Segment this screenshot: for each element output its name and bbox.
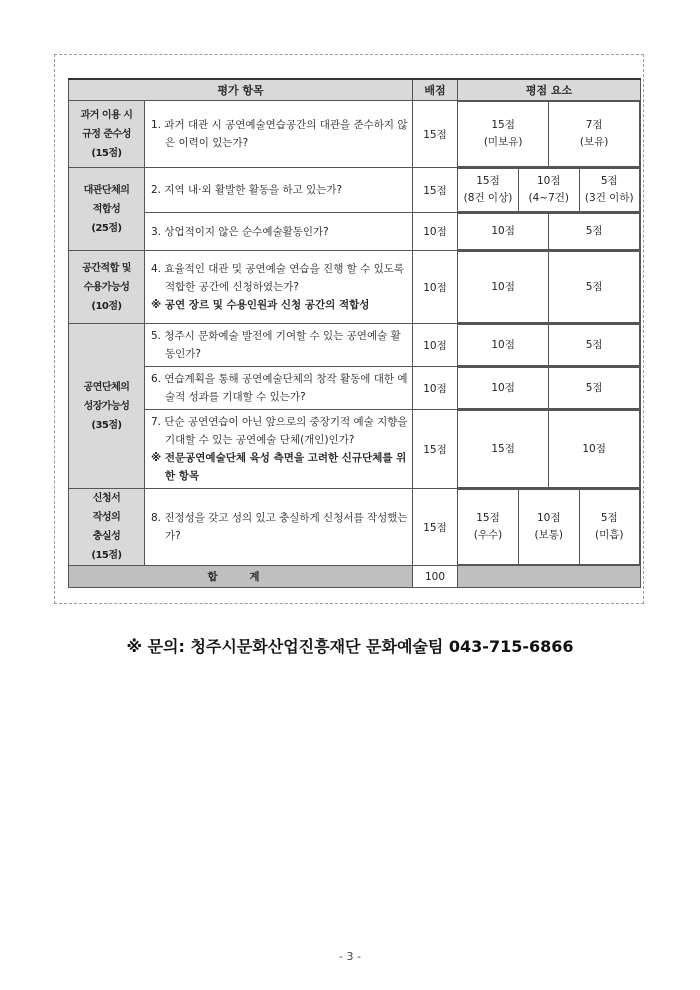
category-cell [69,101,145,168]
total-blank [458,566,641,588]
table-row [69,101,641,168]
item-text: 4. 효율적인 대관 및 공연예술 연습을 진행 할 수 있도록 적합한 공간에 신청하였는가? [151,263,405,293]
category-line: 성장가능성 [83,400,130,412]
score-option: 15점 [458,411,549,488]
points-cell: 15점 [413,410,458,489]
score-option: 10점 (4~7건) [519,169,580,212]
score-option: 15점 (미보유) [458,102,549,167]
table-row [69,410,641,489]
score-option: 10점 [458,368,549,409]
category-cell [69,251,145,324]
evaluation-table [68,78,641,588]
category-line: (15점) [91,550,122,561]
item-text: 8. 진정성을 갖고 성의 있고 충실하게 신청서를 작성했는가? [151,512,408,542]
header-points: 배점 [413,79,458,101]
item-note: ※ 공연 장르 및 수용인원과 신청 공간의 적합성 [151,299,370,311]
item-text: 2. 지역 내·외 활발한 활동을 하고 있는가? [151,184,343,196]
category-line: 공간적합 및 [82,262,131,274]
category-cell [69,168,145,251]
score-cell [458,213,641,251]
header-scoring: 평점 요소 [458,79,641,101]
category-line: (15점) [91,147,122,159]
points-cell: 10점 [413,324,458,367]
table-row [69,213,641,251]
category-line: 수용가능성 [83,281,130,293]
score-cell [458,489,641,566]
item-cell [145,489,413,566]
score-option: 5점 [549,368,640,409]
score-option: 5점 (3건 이하) [579,169,640,212]
category-line: 작성의 [92,512,121,523]
score-option: 10점 [458,325,549,366]
category-line: 공연단체의 [83,381,130,393]
total-row [69,566,641,588]
item-text: 7. 단순 공연연습이 아닌 앞으로의 중장기적 예술 지향을 기대할 수 있는 공연예술 단체(개인)인가? [151,416,408,446]
category-cell [69,324,145,489]
score-option: 10점 [549,411,640,488]
score-option: 15점 (우수) [458,490,519,565]
points-cell: 15점 [413,489,458,566]
points-cell: 15점 [413,101,458,168]
category-line: (10점) [91,300,122,312]
points-cell: 10점 [413,367,458,410]
item-cell [145,101,413,168]
page-number: - 3 - [339,950,361,963]
category-line: 대관단체의 [83,184,130,196]
score-cell [458,251,641,324]
table-row [69,367,641,410]
category-line: (25점) [91,222,122,234]
score-option: 5점 [549,214,640,250]
score-cell [458,101,641,168]
score-cell [458,410,641,489]
category-line: 적합성 [92,203,121,215]
contact-info: ※ 문의: 청주시문화산업진흥재단 문화예술팀 043-715-6866 [126,637,574,656]
score-option: 10점 (보통) [519,490,580,565]
score-option: 15점 (8건 이상) [458,169,519,212]
total-label: 합 계 [69,566,413,588]
category-line: 과거 이용 시 [80,109,133,121]
points-cell: 10점 [413,213,458,251]
category-line: 신청서 [92,493,121,504]
item-note: ※ 전문공연예술단체 육성 측면을 고려한 신규단체를 위한 항목 [151,452,407,482]
score-option: 10점 [458,252,549,323]
item-cell [145,213,413,251]
category-line: 충실성 [92,531,121,542]
table-row [69,324,641,367]
points-cell: 10점 [413,251,458,324]
item-text: 6. 연습계획을 통해 공연예술단체의 창작 활동에 대한 예술적 성과를 기대할 수 있는가? [151,373,408,403]
total-points: 100 [413,566,458,588]
header-item: 평가 항목 [69,79,413,101]
item-text: 1. 과거 대관 시 공연예술연습공간의 대관을 준수하지 않은 이력이 있는가? [151,119,408,149]
table-row [69,251,641,324]
score-option: 5점 (미흡) [579,490,640,565]
item-cell [145,251,413,324]
item-cell [145,410,413,489]
score-option: 7점 (보유) [549,102,640,167]
table-row [69,489,641,566]
points-cell: 15점 [413,168,458,213]
category-line: (35점) [91,419,122,431]
item-text: 3. 상업적이지 않은 순수예술활동인가? [151,225,329,238]
score-cell [458,168,641,213]
header-row [69,79,641,101]
score-option: 5점 [549,252,640,323]
score-cell [458,324,641,367]
item-cell [145,367,413,410]
item-cell [145,324,413,367]
score-cell [458,367,641,410]
category-cell [69,489,145,566]
item-text: 5. 청주시 문화예술 발전에 기여할 수 있는 공연예술 활동인가? [151,330,401,360]
score-option: 5점 [549,325,640,366]
table-row [69,168,641,213]
category-line: 규정 준수성 [82,128,131,140]
item-cell [145,168,413,213]
score-option: 10점 [458,214,549,250]
